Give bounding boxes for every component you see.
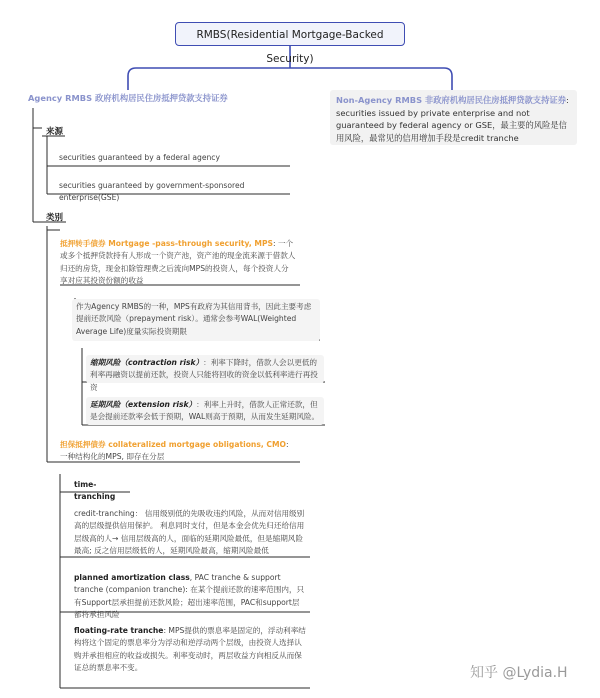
agency-title: Agency RMBS 政府机构居民住房抵押贷款支持证券 (28, 93, 228, 103)
non-agency-branch (330, 90, 577, 145)
pac-card (70, 570, 310, 619)
contraction-desc: ：利率下降时，借款人会以更低的利率再融资以提前还款，投资人只能将回收的资金以低利率进行再投资 (90, 358, 318, 392)
watermark: 知乎 @Lydia.H (470, 665, 568, 681)
source-label: 来源 (46, 127, 64, 137)
mps-title: 抵押转手债券 Mortgage -pass-through security, MPS (60, 239, 273, 248)
time-tranching-label: time-tranching (74, 480, 116, 502)
floating-rate-card (70, 623, 310, 688)
cmo-card (56, 437, 300, 463)
mps-desc: : 一个或多个抵押贷款持有人形成一个资产池，资产池的现金流来源于借款人归还的房贷，现金扣除管理费之后流向MPS的投资人，每个投资人分享对应其投资份额的收益 (60, 239, 296, 285)
category-label: 类别 (46, 213, 64, 223)
contraction-card (86, 355, 324, 392)
agency-branch (28, 92, 232, 106)
time-tranching-card (70, 478, 130, 502)
contraction-title: 缩期风险（contraction risk） (90, 358, 204, 367)
extension-title: 延期风险（extension risk） (90, 400, 197, 409)
pac-desc: , PAC tranche & support tranche (companion tranche): 在某个提前还款的速率范围内，只有Support层承担提前还款风险；超出速率范围，PAC和support层都将承担风险 (74, 573, 305, 619)
cmo-title: 担保抵押债券 collateralized mortgage obligations, CMO (60, 440, 286, 449)
source-item-federal: securities guaranteed by a federal agency (59, 153, 220, 162)
mps-note-card (72, 299, 320, 341)
mps-card (56, 236, 300, 286)
floating-title: floating-rate tranche (74, 626, 164, 635)
extension-desc: ：利率上升时，借款人正常还款，但是会提前还款率会低于预期，WAL则高于预期，从而发生延期风险。 (90, 400, 320, 422)
floating-desc: : MPS提供的票息率是固定的，浮动利率结构将这个固定的票息率分为浮动和逆浮动两个层级，由投资人选择认购并承担相应的收益或损失。利率变动时，两层收益方向相反从而保证总的票息率不变。 (74, 626, 306, 672)
non-agency-title: Non-Agency RMBS 非政府机构居民住房抵押贷款支持证券 (336, 95, 566, 105)
non-agency-desc: : securities issued by private enterprise and not guaranteed by federal agency or GSE，最主要的风险是信用风险，最常见的信用增加手段是credit tranche (336, 95, 569, 143)
mps-note: 作为Agency RMBS的一种，MPS有政府为其信用背书，因此主要考虑提前还款风险（prepayment risk）。通常会参考WAL(Weighted Average Life)度量实际投资期限 (76, 302, 312, 336)
credit-tranching-card (70, 506, 310, 558)
credit-tranching-text: credit-tranching： 信用级别低的先吸收违约风险，从而对信用级别高的层级提供信用保护。 利息同时支付，但是本金会优先归还给信用层级高的人→ 信用层级高的人，面临的延期风险最低，但是缩期风险最高; 反之信用层级低的人，延期风险最高，缩期风险最低 (74, 509, 305, 555)
pac-title: planned amortization class (74, 573, 190, 582)
root-node: RMBS(Residential Mortgage-Backed Security) (175, 22, 405, 46)
cmo-desc: : 一种结构化的MPS, 即存在分层 (60, 440, 289, 462)
extension-card (86, 397, 324, 425)
source-item-gse: securities guaranteed by government-sponsored enterprise(GSE) (59, 181, 245, 203)
